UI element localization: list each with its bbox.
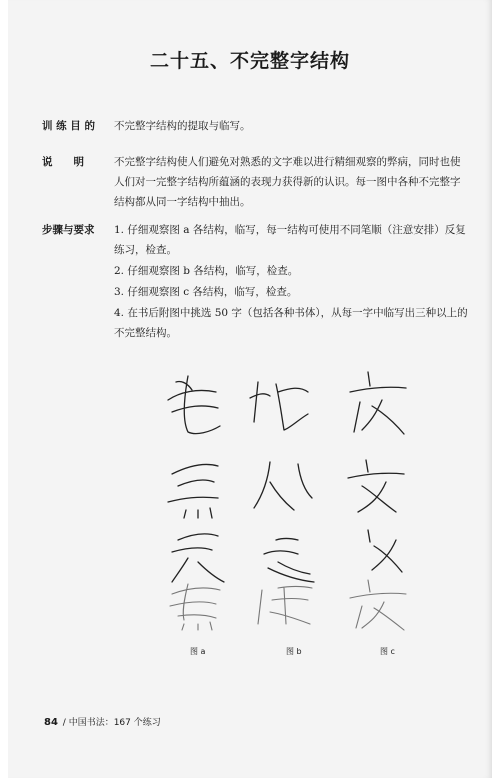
section-text: 不完整字结构使人们避免对熟悉的文字难以进行精细观察的弊病，同时也使人们对一完整字结构所蕴涵的表现力获得新的认识。每一图中各种不完整字结构都从同一字结构中抽出。 <box>114 156 461 208</box>
book-title: / 中国书法：167 个练习 <box>62 718 161 728</box>
page-footer <box>44 715 161 728</box>
book-page <box>8 0 492 778</box>
section-label: 训 练 目 的 <box>42 120 95 132</box>
page-title: 二十五、不完整字结构 <box>149 50 350 72</box>
section-purpose <box>42 116 470 136</box>
step-item: 2. 仔细观察图 b 各结构，临写，检查。 <box>114 265 299 277</box>
section-steps <box>42 220 470 343</box>
step-item: 1. 仔细观察图 a 各结构，临写，每一结构可使用不同笔顺（注意安排）反复练习，检查。 <box>114 224 466 256</box>
section-text: 不完整字结构的提取与临写。 <box>114 120 251 132</box>
calligraphy-figure <box>158 362 438 652</box>
figure-label-a: 图 a <box>190 647 206 656</box>
section-label: 说 明 <box>42 156 84 168</box>
section-explanation <box>42 152 470 212</box>
step-item: 4. 在书后附图中挑选 50 字（包括各种书体），从每一字中临写出三种以上的不完整结构。 <box>114 307 468 339</box>
calligraphy-outline-strokes <box>158 362 438 632</box>
figure-label-b: 图 b <box>286 647 302 656</box>
section-label: 步骤与要求 <box>42 224 95 236</box>
step-item: 3. 仔细观察图 c 各结构，临写，检查。 <box>114 286 298 298</box>
page-number: 84 <box>44 717 58 728</box>
figure-label-c: 图 c <box>380 647 395 656</box>
